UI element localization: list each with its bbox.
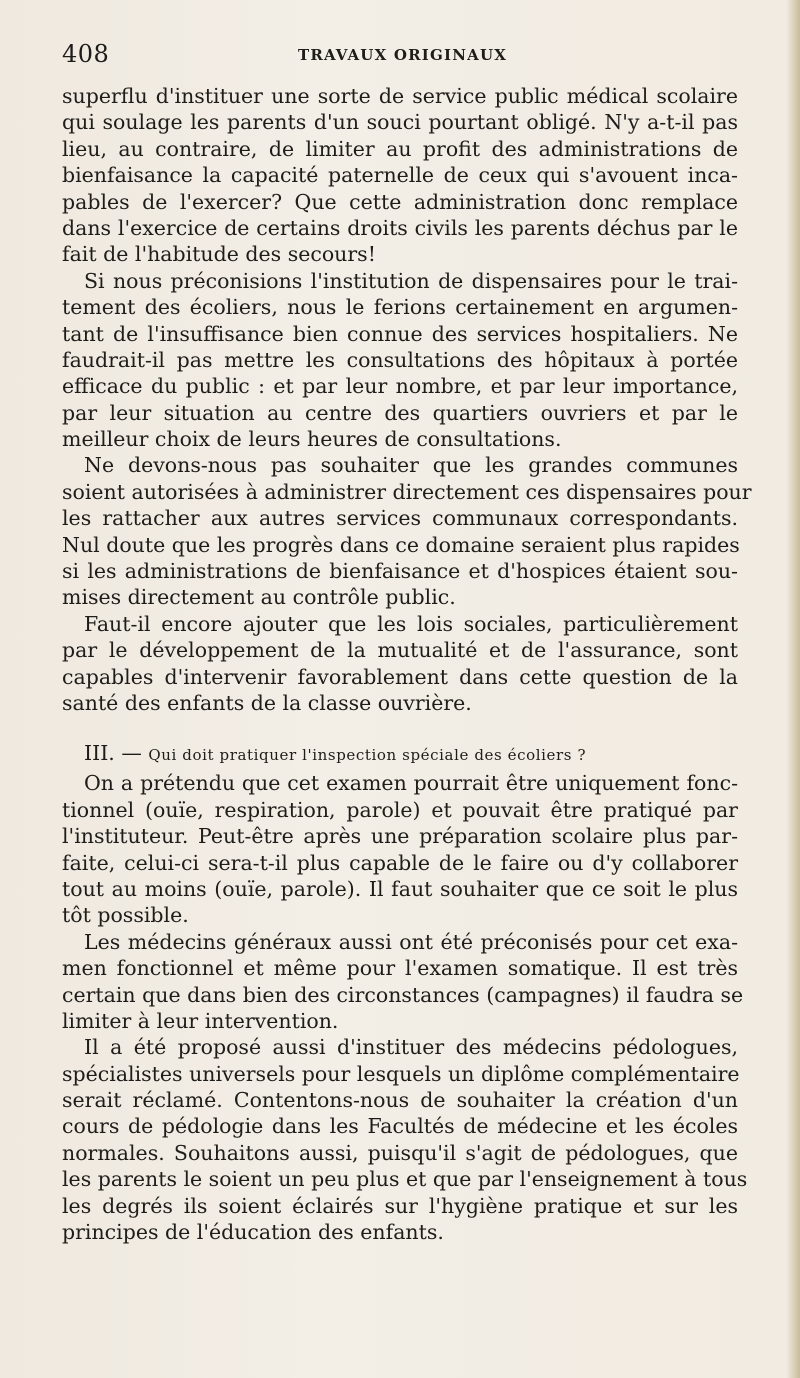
text-line: capables d'intervenir favorablement dans cette question de la [62, 664, 738, 689]
text-line: limiter à leur intervention. [62, 1008, 339, 1033]
text-line: meilleur choix de leurs heures de consultations. [62, 427, 562, 452]
text-line: Ne devons-nous pas souhaiter que les grandes communes [84, 453, 738, 478]
text-line: certain que dans bien des circonstances (campagnes) il faudra se [62, 982, 744, 1007]
text-line: cours de pédologie dans les Facultés de médecine et les écoles [62, 1114, 738, 1139]
paragraph-1 [62, 83, 738, 268]
text-line: par leur situation au centre des quartiers ouvriers et par le [62, 400, 738, 425]
text-line: tionnel (ouïe, respiration, parole) et pouvait être pratiqué par [62, 797, 738, 822]
text-line: tôt possible. [62, 903, 189, 928]
page-number: 408 [62, 40, 110, 68]
text-line: men fonctionnel et même pour l'examen somatique. Il est très [62, 956, 738, 981]
text-line: On a prétendu que cet examen pourrait être uniquement fonc- [84, 771, 738, 796]
text-line: les degrés ils soient éclairés sur l'hygiène pratique et sur les [62, 1193, 738, 1218]
page-edge-shadow [786, 0, 800, 1378]
text-line: l'instituteur. Peut-être après une préparation scolaire plus par- [62, 824, 738, 849]
running-head: TRAVAUX ORIGINAUX [298, 46, 508, 64]
text-line: fait de l'habitude des secours! [62, 242, 376, 267]
text-line: pables de l'exercer? Que cette administration donc remplace [62, 189, 738, 214]
paragraph-5 [62, 770, 738, 928]
section-heading [62, 740, 738, 770]
text-line: superflu d'instituer une sorte de service public médical scolaire [62, 84, 738, 108]
text-line: Faut-il encore ajouter que les lois sociales, particulièrement [84, 611, 738, 636]
text-line: spécialistes universels pour lesquels un diplôme complémentaire [62, 1061, 740, 1086]
section-title: Qui doit pratiquer l'inspection spéciale des écoliers ? [148, 746, 587, 765]
text-line: Il a été proposé aussi d'instituer des médecins pédologues, [84, 1035, 738, 1060]
text-line: tant de l'insuffisance bien connue des services hospitaliers. Ne [62, 321, 738, 346]
text-line: les rattacher aux autres services communaux correspondants. [62, 506, 738, 531]
text-line: lieu, au contraire, de limiter au profit des administrations de [62, 136, 738, 161]
text-line: tement des écoliers, nous le ferions certainement en argumen- [62, 295, 738, 320]
text-line: faite, celui-ci sera-t-il plus capable de le faire ou d'y collaborer [62, 850, 738, 875]
text-line: faudrait-il pas mettre les consultations des hôpitaux à portée [62, 347, 738, 372]
section-numeral: III. — [84, 741, 149, 766]
text-line: les parents le soient un peu plus et que par l'enseignement à tous [62, 1167, 748, 1192]
text-line: serait réclamé. Contentons-nous de souhaiter la création d'un [62, 1088, 738, 1113]
text-line: Nul doute que les progrès dans ce domaine seraient plus rapides [62, 532, 740, 557]
paragraph-4 [62, 611, 738, 717]
text-line: mises directement au contrôle public. [62, 585, 456, 610]
section-spacer [62, 716, 738, 740]
page-header [0, 40, 800, 70]
text-line: Si nous préconisions l'institution de dispensaires pour le trai- [84, 268, 738, 293]
text-line: principes de l'éducation des enfants. [62, 1220, 444, 1245]
text-line: normales. Souhaitons aussi, puisqu'il s'agit de pédologues, que [62, 1140, 738, 1165]
text-line: dans l'exercice de certains droits civils les parents déchus par le [62, 215, 738, 240]
paragraph-2 [62, 268, 738, 453]
text-line: efficace du public : et par leur nombre, et par leur importance, [62, 374, 738, 399]
paragraph-7 [62, 1034, 748, 1245]
body-text [62, 83, 752, 1245]
text-line: santé des enfants de la classe ouvrière. [62, 690, 472, 715]
paragraph-6 [62, 929, 744, 1035]
text-line: qui soulage les parents d'un souci pourtant obligé. N'y a-t-il pas [62, 110, 738, 135]
text-line: bienfaisance la capacité paternelle de ceux qui s'avouent inca- [62, 163, 738, 188]
paragraph-3 [62, 452, 752, 610]
text-line: tout au moins (ouïe, parole). Il faut souhaiter que ce soit le plus [62, 876, 738, 901]
text-line: si les administrations de bienfaisance et d'hospices étaient sou- [62, 559, 738, 584]
text-line: Les médecins généraux aussi ont été préconisés pour cet exa- [84, 929, 738, 954]
text-line: par le développement de la mutualité et de l'assurance, sont [62, 638, 738, 663]
text-line: soient autorisées à administrer directement ces dispensaires pour [62, 479, 752, 504]
